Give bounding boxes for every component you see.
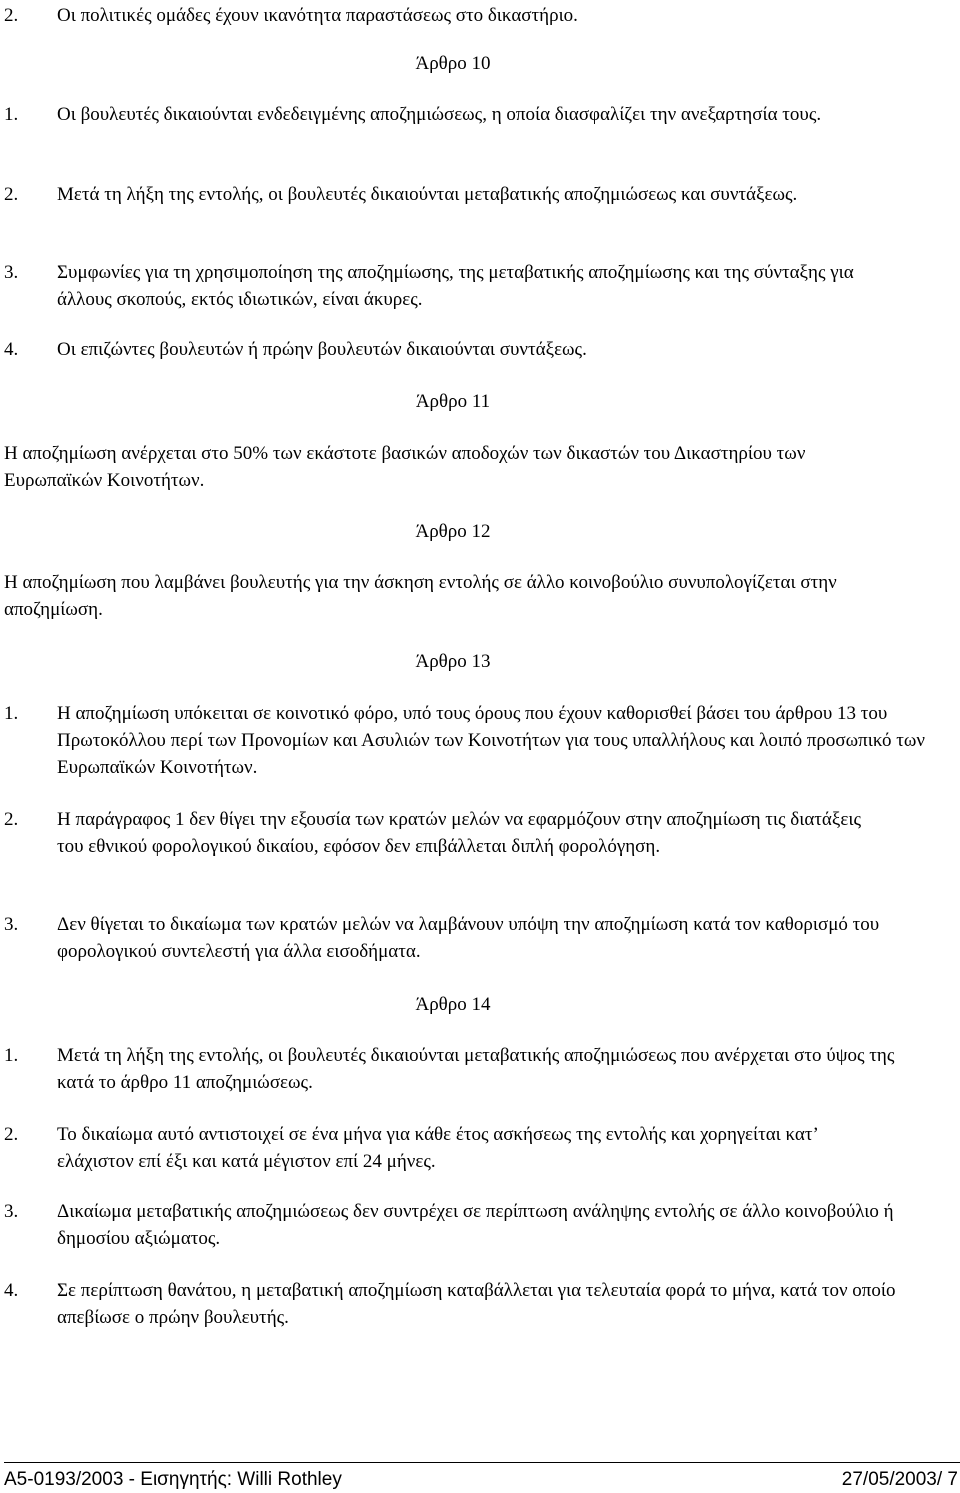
paragraph-text: Οι πολιτικές ομάδες έχουν ικανότητα παραστάσεως στο δικαστήριο. [57, 5, 578, 26]
footer-rule [4, 1462, 960, 1463]
paragraph-number: 3. [4, 914, 19, 935]
paragraph-text: Συμφωνίες για τη χρησιμοποίηση της αποζημίωσης, της μεταβατικής αποζημίωσης και της σύνταξης για άλλους σκοπούς, εκτός ιδιωτικών, είναι άκυρες. [57, 262, 854, 310]
paragraph-number: 1. [4, 1045, 19, 1066]
article14-heading: Άρθρο 14 [415, 994, 491, 1015]
article10-heading: Άρθρο 10 [415, 53, 491, 74]
article10-paragraph-2 [0, 181, 945, 208]
article13-paragraph-2 [0, 806, 945, 860]
footer-date-page: 27/05/2003/ 7 [841, 1469, 958, 1490]
footer-document-reference: A5-0193/2003 - Εισηγητής: Willi Rothley [4, 1469, 342, 1490]
article14-paragraph-2 [0, 1121, 945, 1175]
paragraph-text: Μετά τη λήξη της εντολής, οι βουλευτές δικαιούνται μεταβατικής αποζημιώσεως που ανέρχεται στο ύψος της κατά το άρθρο 11 αποζημιώσεως. [57, 1045, 895, 1093]
paragraph-body: Η αποζημίωση υπόκειται σε κοινοτικό φόρο, υπό τους όρους που έχουν καθορισθεί βάσει του άρθρου 13 του Πρωτοκόλλου περί των Προνομίων και Ασυλιών των Κοινοτήτων για τους υπαλλήλους και λοιπό προσωπικό των Ευρωπαϊκών Κοινοτήτων. [57, 703, 925, 778]
paragraph-text: Το δικαίωμα αυτό αντιστοιχεί σε ένα μήνα για κάθε έτος ασκήσεως της εντολής και χορηγείται κατ’ ελάχιστον επί έξι και κατά μέγιστον επί 24 μήνες. [57, 1124, 818, 1172]
paragraph-text: Δεν θίγεται το δικαίωμα των κρατών μελών να λαμβάνουν υπόψη την αποζημίωση κατά τον καθορισμό του φορολογικού συντελεστή για άλλα εισοδήματα. [57, 914, 880, 962]
article11-text: Η αποζημίωση ανέρχεται στο 50% των εκάστοτε βασικών αποδοχών των δικαστών του Δικαστηρίου των Ευρωπαϊκών Κοινοτήτων. [4, 443, 806, 491]
article13-heading: Άρθρο 13 [415, 651, 491, 672]
paragraph-number: 1. [4, 703, 19, 724]
paragraph-number: 2. [4, 1124, 19, 1145]
paragraph-text: Μετά τη λήξη της εντολής, οι βουλευτές δικαιούνται μεταβατικής αποζημιώσεως και συντάξεως. [57, 184, 798, 205]
article14-paragraph-4 [0, 1277, 945, 1331]
paragraph-number: 2. [4, 184, 19, 205]
article13-paragraph-3 [0, 911, 945, 965]
paragraph-number: 3. [4, 262, 19, 283]
paragraph-number: 1. [4, 104, 19, 125]
article9-paragraph-2 [0, 2, 945, 29]
article10-paragraph-4 [0, 336, 945, 363]
paragraph-text: Σε περίπτωση θανάτου, η μεταβατική αποζημίωση καταβάλλεται για τελευταία φορά το μήνα, κατά τον οποίο απεβίωσε ο πρώην βουλευτής. [57, 1280, 896, 1328]
article11-heading: Άρθρο 11 [415, 391, 491, 412]
article10-paragraph-3 [0, 259, 945, 313]
paragraph-number: 3. [4, 1201, 19, 1222]
article13-paragraph-1 [0, 700, 945, 781]
article14-paragraph-3 [0, 1198, 945, 1252]
article10-paragraph-1 [0, 101, 945, 128]
article14-paragraph-1 [0, 1042, 945, 1096]
paragraph-number: 2. [4, 5, 19, 26]
article12-text: Η αποζημίωση που λαμβάνει βουλευτής για την άσκηση εντολής σε άλλο κοινοβούλιο συνυπολογίζεται στην αποζημίωση. [4, 572, 837, 620]
paragraph-text: Οι επιζώντες βουλευτών ή πρώην βουλευτών δικαιούνται συντάξεως. [57, 339, 587, 360]
paragraph-number: 4. [4, 1280, 19, 1301]
article12-heading: Άρθρο 12 [415, 521, 491, 542]
paragraph-number: 2. [4, 809, 19, 830]
paragraph-text [0, 700, 945, 781]
paragraph-text: Η παράγραφος 1 δεν θίγει την εξουσία των κρατών μελών να εφαρμόζουν στην αποζημίωση τις διατάξεις του εθνικού φορολογικού δικαίου, εφόσον δεν επιβάλλεται διπλή φορολόγηση. [57, 809, 861, 857]
paragraph-number: 4. [4, 339, 19, 360]
paragraph-text: Δικαίωμα μεταβατικής αποζημιώσεως δεν συντρέχει σε περίπτωση ανάληψης εντολής σε άλλο κοινοβούλιο ή δημοσίου αξιώματος. [57, 1201, 894, 1249]
paragraph-text: Οι βουλευτές δικαιούνται ενδεδειγμένης αποζημιώσεως, η οποία διασφαλίζει την ανεξαρτησία τους. [57, 104, 822, 125]
